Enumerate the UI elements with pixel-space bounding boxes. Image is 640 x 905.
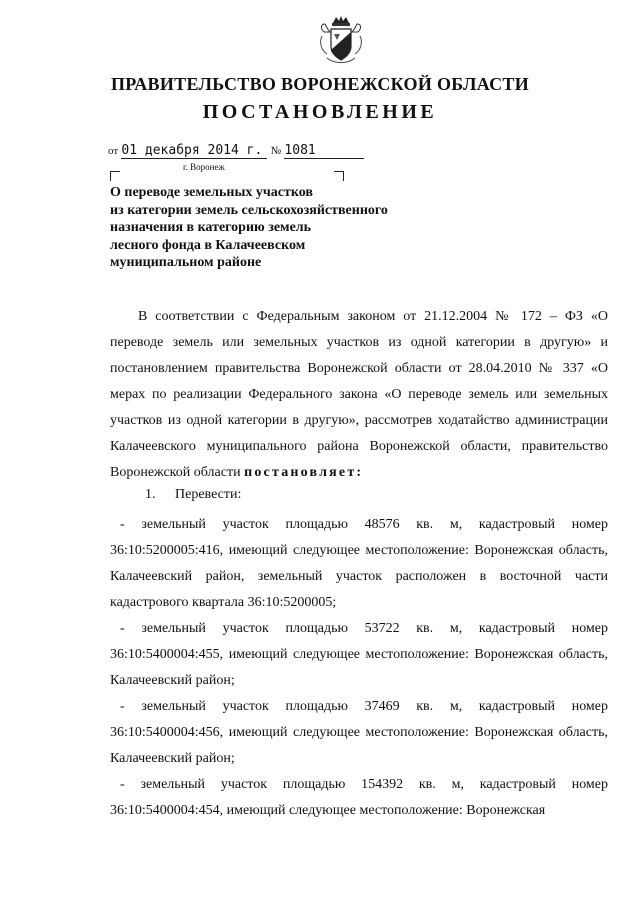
land-plot-item: - земельный участок площадью 154392 кв. м, кадастровый номер 36:10:5400004:454, имеющий следующее местоположение: Воронежская [110, 777, 608, 818]
land-plot-item: - земельный участок площадью 37469 кв. м, кадастровый номер 36:10:5400004:456, имеющий следующее местоположение: Воронежская область, Калачеевский район; [110, 699, 608, 766]
date-prefix: от [108, 145, 119, 157]
land-plot-item: - земельный участок площадью 53722 кв. м, кадастровый номер 36:10:5400004:455, имеющий следующее местоположение: Воронежская область, Калачеевский район; [110, 621, 608, 688]
document-subject [110, 184, 430, 272]
document-type: ПОСТАНОВЛЕНИЕ [202, 101, 438, 123]
subject-line: О переводе земельных участков [110, 185, 313, 200]
preamble-text: В соответствии с Федеральным законом от 21.12.2004 № 172 – ФЗ «О переводе земель или земельных участков из одной категории в другую» и постановлением правительства Воронежской области от 28.04.2010 № 337 «О мерах по реализации Федерального закона «О переводе земель или земельных участков из одной категории в другую», рассмотрев ходатайство администрации Калачеевского муниципального района Воронежской области, правительство Воронежской области [110, 309, 608, 480]
right-corner-bracket [334, 171, 344, 181]
document-number: 1081 [284, 143, 364, 159]
left-corner-bracket [110, 171, 120, 181]
subject-line: муниципальном районе [110, 255, 262, 270]
preamble-paragraph [110, 304, 608, 486]
date-number-line [108, 142, 364, 159]
organization-title: ПРАВИТЕЛЬСТВО ВОРОНЕЖСКОЙ ОБЛАСТИ [110, 74, 530, 94]
document-date: 01 декабря 2014 г. [121, 143, 267, 159]
coat-of-arms-icon [318, 14, 364, 66]
subject-line: из категории земель сельскохозяйственного [110, 202, 388, 218]
subject-line: лесного фонда в Калачеевском [110, 237, 306, 253]
decree-word: постановляет: [244, 465, 364, 480]
city-label: г. Воронеж [183, 162, 225, 172]
item-number: 1. [145, 487, 156, 502]
number-prefix: № [270, 145, 282, 157]
list-item-1 [145, 487, 241, 503]
item-text: Перевести: [175, 487, 242, 502]
land-plot-item: - земельный участок площадью 48576 кв. м, кадастровый номер 36:10:5200005:416, имеющий следующее местоположение: Воронежская область, Калачеевский район, земельный участок расположен в восточной части кадастрового квартала 36:10:5200005; [110, 517, 608, 610]
subject-line: назначения в категорию земель [110, 220, 312, 235]
